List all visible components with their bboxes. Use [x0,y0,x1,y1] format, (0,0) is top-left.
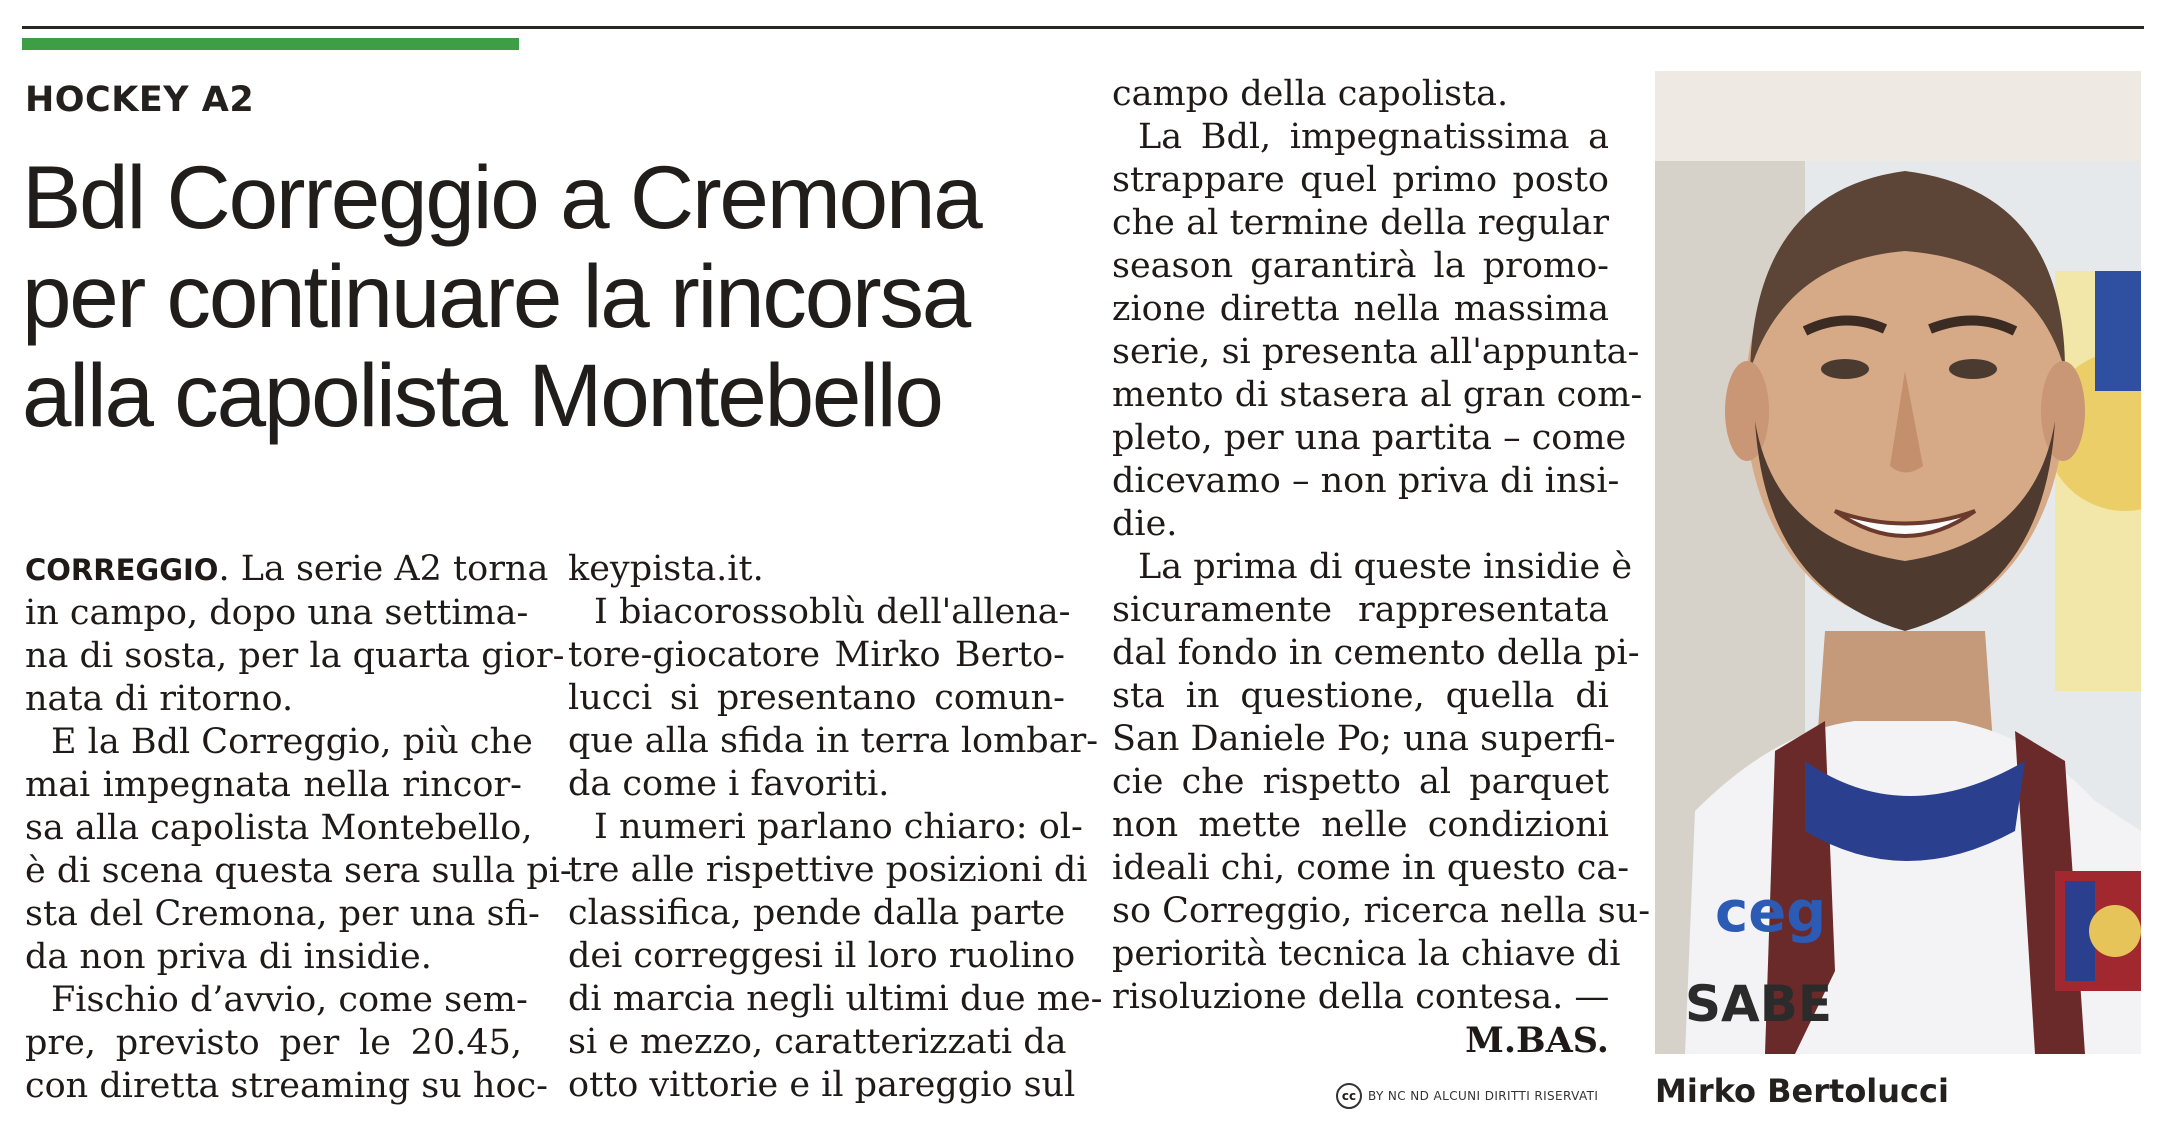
text-line: è di scena questa sera sulla pi- [25,851,572,891]
text-line: dicevamo – non priva di insi- [1112,461,1620,501]
text-line: I biacorossoblù dell'allena- [594,592,1071,632]
text-line: campo della capolista. [1112,74,1509,114]
text-line: che al termine della regular [1112,203,1609,243]
text-line: La Bdl, impegnatissima a [1138,117,1609,157]
text-line: strappare quel primo posto [1112,160,1609,200]
text-line: tore-giocatore Mirko Berto- [568,635,1065,675]
text-line: La prima di queste insidie è [1138,547,1633,587]
player-photo-illustration [1655,71,2141,1054]
text-line: dal fondo in cemento della pi- [1112,633,1640,673]
text-line: otto vittorie e il pareggio sul [568,1065,1076,1105]
text-line: non mette nelle condizioni [1112,805,1609,845]
text-line: I numeri parlano chiaro: ol- [594,807,1083,847]
text-line: cie che rispetto al parquet [1112,762,1609,802]
text-line: keypista.it. [568,549,764,589]
text-line: lucci si presentano comun- [568,678,1065,718]
article-column-1 [25,548,572,1108]
text-line: CORREGGIO. La serie A2 torna [25,549,549,589]
dateline: CORREGGIO [25,553,219,587]
text-line: die. [1112,504,1178,544]
text-line: serie, si presenta all'appunta- [1112,332,1640,372]
text-line: si e mezzo, caratterizzati da [568,1022,1067,1062]
jersey-sponsor-ceg: ceg [1715,880,1827,945]
headline-line: per continuare la rincorsa [22,246,970,346]
text-line: da non priva di insidie. [25,937,432,977]
text-line: pre, previsto per le 20.45, [25,1023,522,1063]
text-line: di marcia negli ultimi due me- [568,979,1103,1019]
text-line: season garantirà la promo- [1112,246,1609,286]
text-line: San Daniele Po; una superfi- [1112,719,1616,759]
text-line: Fischio d’avvio, come sem- [51,980,528,1020]
photo-caption: Mirko Bertolucci [1655,1072,1949,1110]
section-accent-bar [22,38,519,50]
text-line: da come i favoriti. [568,764,890,804]
text-line: risoluzione della contesa. — [1112,977,1610,1017]
text-line: zione diretta nella massima [1112,289,1609,329]
text-line: so Correggio, ricerca nella su- [1112,891,1651,931]
text-line: pleto, per una partita – come [1112,418,1627,458]
text-line: classifica, pende dalla parte [568,893,1066,933]
text-line: que alla sfida in terra lombar- [568,721,1099,761]
text-line: mai impegnata nella rincor- [25,765,522,805]
text-line: con diretta streaming su hoc- [25,1066,548,1106]
text-line: sicuramente rappresentata [1112,590,1609,630]
headline-line: Bdl Correggio a Cremona [22,147,981,247]
license-text: BY NC ND ALCUNI DIRITTI RISERVATI [1368,1089,1599,1103]
text-line: sa alla capolista Montebello, [25,808,533,848]
text-line: sta del Cremona, per una sfi- [25,894,540,934]
headline [22,148,1082,445]
author-signature: M.BAS. [1465,1020,1609,1061]
license-notice [1336,1083,1598,1109]
text-line: dei correggesi il loro ruolino [568,936,1076,976]
article-column-3 [1112,73,1651,1062]
article-column-2 [568,548,1103,1107]
text-line: nata di ritorno. [25,679,294,719]
jersey-sponsor-sabe: SABE [1685,975,1832,1033]
player-photo [1655,71,2141,1054]
top-rule [22,26,2144,29]
section-kicker: HOCKEY A2 [25,80,255,120]
text-line: na di sosta, per la quarta gior- [25,636,565,676]
creative-commons-icon: cc [1336,1083,1362,1109]
text-line: mento di stasera al gran com- [1112,375,1643,415]
text-line: ideali chi, come in questo ca- [1112,848,1630,888]
text-line: periorità tecnica la chiave di [1112,934,1621,974]
text-line: tre alle rispettive posizioni di [568,850,1088,890]
text-line: in campo, dopo una settima- [25,593,529,633]
text-line: sta in questione, quella di [1112,676,1609,716]
headline-line: alla capolista Montebello [22,345,942,445]
text-line: E la Bdl Correggio, più che [51,722,533,762]
